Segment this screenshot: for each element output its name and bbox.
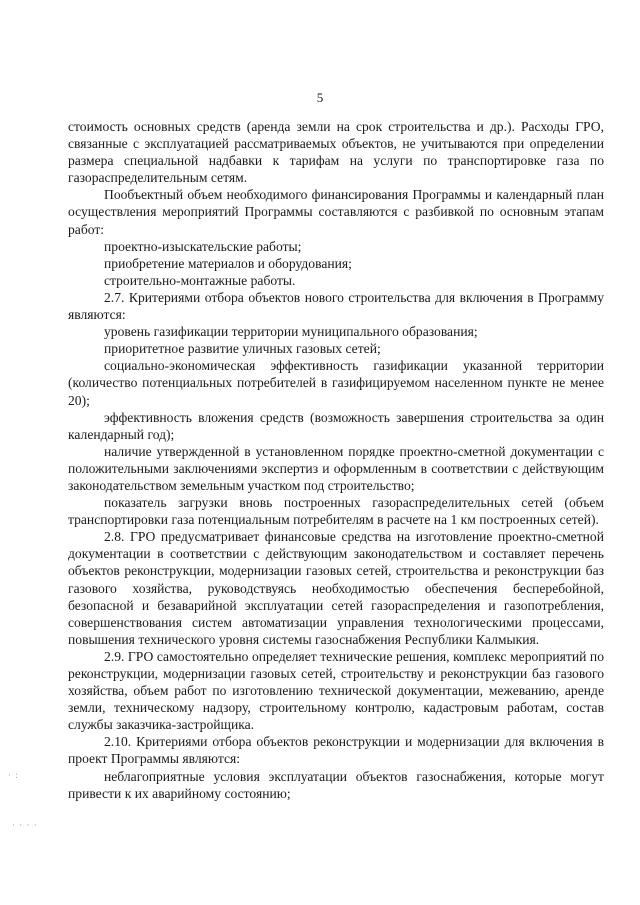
paragraph-2-9: 2.9. ГРО самостоятельно определяет технические решения, комплекс мероприятий по реконструкции, модернизации газовых сетей, строительству и реконструкции баз газового хозяйства, объем работ по изготовлению технической документации, межеванию, аренде земли, техническому надзору, строительному контролю, кадастровым работам, состав службы заказчика-застройщика. — [68, 648, 604, 733]
paragraph-financing-plan: Пообъектный объем необходимого финансирования Программы и календарный план осуществления мероприятий Программы составляются с разбивкой по основным этапам работ: — [68, 187, 604, 237]
list-item-design-survey: проектно-изыскательские работы; — [104, 238, 302, 254]
list-item-socio-economic: социально-экономическая эффективность газификации указанной территории (количество потенциальных потребителей в газифицируемом населенном пункте не менее 20); — [68, 358, 604, 408]
list-item-investment-efficiency: эффективность вложения средств (возможность завершения строительства за один календарный год); — [68, 409, 604, 442]
list-item-gasification-level: уровень газификации территории муниципального образования; — [104, 324, 478, 340]
page-number: 5 — [316, 90, 324, 105]
list-item-street-networks: приоритетное развитие уличных газовых сетей; — [104, 341, 381, 357]
scan-speckle-mark: · · · · — [12, 820, 38, 830]
scan-speckle-mark: · : — [8, 770, 19, 780]
list-item-materials: приобретение материалов и оборудования; — [104, 255, 352, 271]
paragraph-2-8: 2.8. ГРО предусматривает финансовые средства на изготовление проектно-сметной документации в соответствии с действующим законодательством и составляет перечень объектов реконструкции, модернизации газовых сетей, строительства и реконструкции баз газового хозяйства, руководствуясь необходимостью обеспечения бесперебойной, безопасной и безаварийной эксплуатации сетей газораспределения и газопотребления, совершенствования систем автоматизации управления технологическими процессами, повышения технического уровня системы газоснабжения Республики Калмыкия. — [68, 529, 604, 647]
document-body — [68, 118, 604, 802]
list-item-network-load: показатель загрузки вновь построенных газораспределительных сетей (объем транспортировки газа потенциальным потребителям в расчете на 1 км построенных сетей). — [68, 495, 604, 528]
list-item-construction: строительно-монтажные работы. — [104, 272, 296, 288]
paragraph-2-10: 2.10. Критериями отбора объектов реконструкции и модернизации для включения в проект Программы являются: — [68, 734, 604, 767]
list-item-unfavorable-conditions: неблагоприятные условия эксплуатации объектов газоснабжения, которые могут привести к их аварийному состоянию; — [68, 768, 604, 801]
paragraph-cost-continuation: стоимость основных средств (аренда земли на срок строительства и др.). Расходы ГРО, связанные с эксплуатацией рассматриваемых объектов, не учитываются при определении размера специальной надбавки к тарифам на услуги по транспортировке газа по газораспределительным сетям. — [68, 119, 604, 186]
paragraph-2-7: 2.7. Критериями отбора объектов нового строительства для включения в Программу являются: — [68, 289, 604, 323]
list-item-project-documentation: наличие утвержденной в установленном порядке проектно-сметной документации с положительными заключениями экспертиз и оформленным в соответствии с действующим законодательством земельным участком под строительство; — [68, 443, 604, 493]
